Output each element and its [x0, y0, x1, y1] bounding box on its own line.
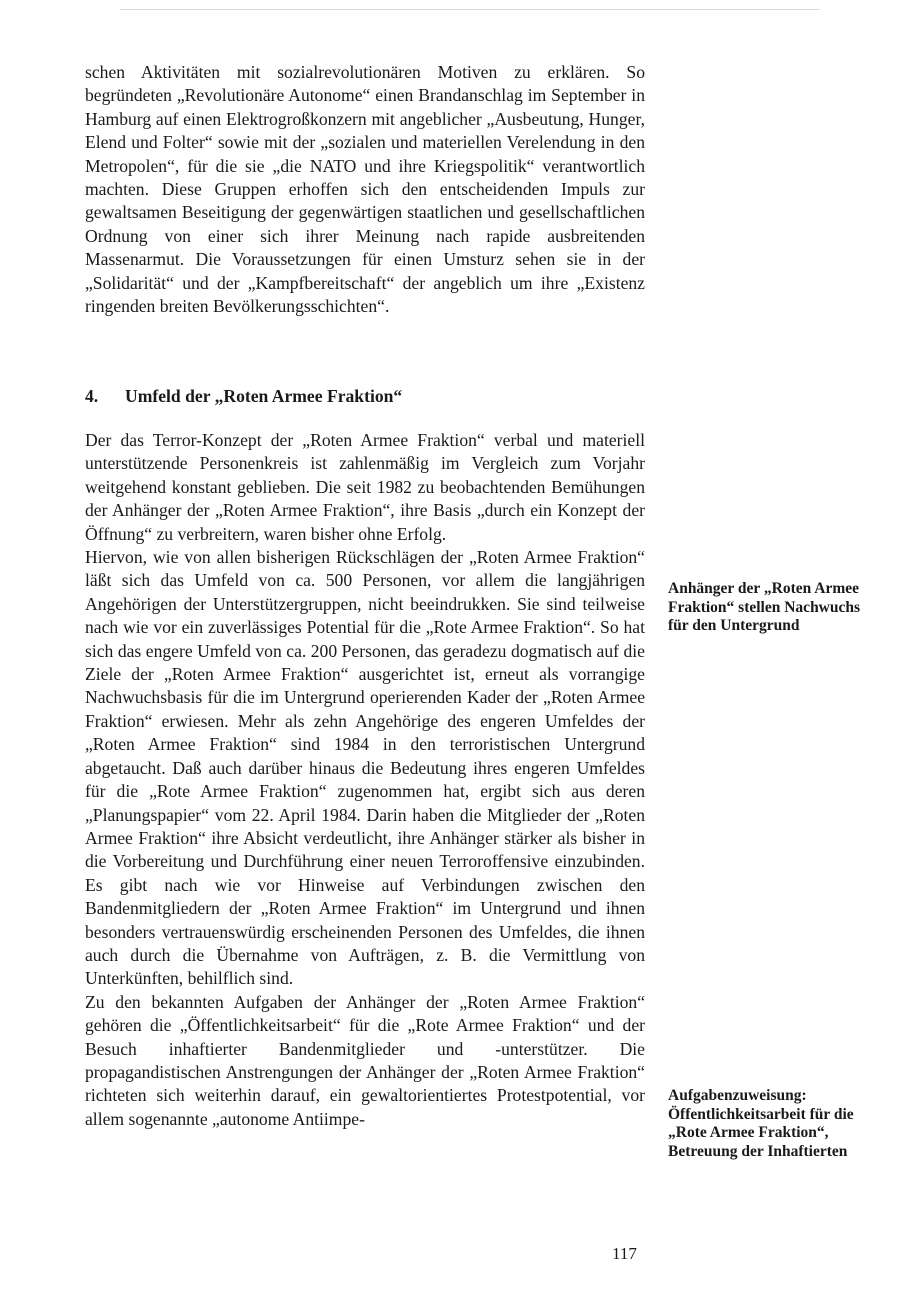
- body-paragraph-2: Der das Terror-Konzept der „Roten Armee Fraktion“ verbal und materiell unterstützende Personenkreis ist zahlenmäßig im Vergleich zum Vorjahr weitgehend konstant geblieben. Die seit 1982 zu beobachtenden Bemühungen der Anhänger der „Roten Armee Fraktion“, ihre Basis „durch ein Konzept der Öffnung“ zu verbreitern, waren bisher ohne Erfolg.: [85, 430, 645, 544]
- section-body: [85, 429, 645, 1131]
- body-paragraph-4: Zu den bekannten Aufgaben der Anhänger der „Roten Armee Fraktion“ gehören die „Öffentlichkeitsarbeit“ für die „Rote Armee Fraktion“ und der Besuch inhaftierter Bandenmitglieder und -unterstützer. Die propagandistischen Anstrengungen der Anhänger der „Roten Armee Fraktion“ richteten sich weiterhin darauf, ein gewaltorientiertes Protestpotential, vor allem sogenannte „autonome Antiimpe-: [85, 991, 645, 1129]
- margin-note-2: Aufgabenzuweisung: Öffentlichkeitsarbeit für die „Rote Armee Fraktion“, Betreuung der Inhaftierten: [668, 1087, 854, 1160]
- scan-edge-line: [120, 9, 820, 10]
- margin-note-1: Anhänger der „Roten Armee Fraktion“ stellen Nachwuchs für den Untergrund: [668, 580, 861, 634]
- section-number: 4.: [85, 386, 99, 406]
- page-number: 117: [612, 1244, 637, 1263]
- body-paragraph-1: [85, 61, 645, 318]
- paragraph-text: schen Aktivitäten mit sozialrevolutionären Motiven zu erklären. So begründeten „Revolutionäre Autonome“ einen Brandanschlag im September in Hamburg auf einen Elektrogroßkonzern mit angeblicher „Ausbeutung, Hunger, Elend und Folter“ sowie mit der „sozialen und materiellen Verelendung in den Metropolen“, für die sie „die NATO und ihre Kriegspolitik“ verantwortlich machten. Diese Gruppen erhoffen sich den entscheidenden Impuls zur gewaltsamen Beseitigung der gegenwärtigen staatlichen und gesellschaftlichen Ordnung von einer sich ihrer Meinung nach rapide ausbreitenden Massenarmut. Die Voraussetzungen für einen Umsturz sehen sie in der „Solidarität“ und der „Kampfbereitschaft“ der angeblich um ihre „Existenz ringenden breiten Bevölkerungsschichten“.: [85, 62, 645, 317]
- body-paragraph-3: Hiervon, wie von allen bisherigen Rückschlägen der „Roten Armee Fraktion“ läßt sich das Umfeld von ca. 500 Personen, vor allem die langjährigen Angehörigen der Unterstützergruppen, nicht beeindrukken. Sie sind teilweise nach wie vor ein zuverlässiges Potential für die „Rote Armee Fraktion“. So hat sich das engere Umfeld von ca. 200 Personen, das geradezu dogmatisch auf die Ziele der „Roten Armee Fraktion“ ausgerichtet ist, erneut als vorrangige Nachwuchsbasis für die im Untergrund operierenden Kader der „Roten Armee Fraktion“ erwiesen. Mehr als zehn Angehörige des engeren Umfeldes der „Roten Armee Fraktion“ sind 1984 in den terroristischen Untergrund abgetaucht. Daß auch darüber hinaus die Bedeutung ihres engeren Umfeldes für die „Rote Armee Fraktion“ zugenommen hat, ergibt sich aus deren „Planungspapier“ vom 22. April 1984. Darin haben die Mitglieder der „Roten Armee Fraktion“ ihre Absicht verdeutlicht, ihre Anhänger stärker als bisher in die Vorbereitung und Durchführung einer neuen Terroroffensive einzubinden. Es gibt nach wie vor Hinweise auf Verbindungen zwischen den Bandenmitgliedern der „Roten Armee Fraktion“ im Untergrund und ihnen besonders vertrauenswürdig erscheinenden Personen des Umfeldes, die ihnen auch durch die Übernahme von Aufträgen, z. B. die Vermittlung von Unterkünften, behilflich sind.: [85, 547, 645, 989]
- section-heading: [85, 384, 402, 408]
- section-title: Umfeld der „Roten Armee Fraktion“: [125, 386, 403, 406]
